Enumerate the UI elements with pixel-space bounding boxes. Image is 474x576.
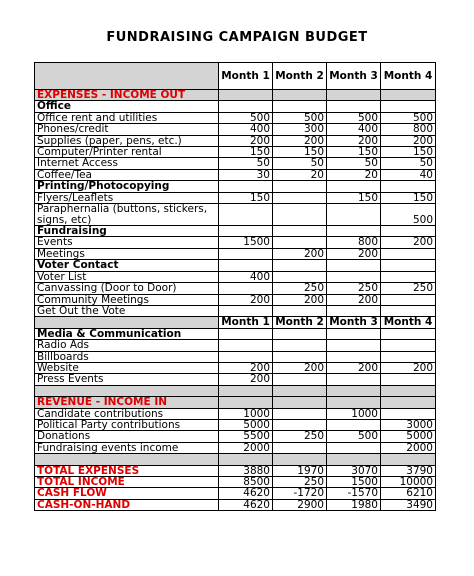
value-cell-month-3: [327, 90, 381, 101]
value-cell-month-1: 8500: [219, 476, 273, 487]
value-cell-month-1: [219, 260, 273, 271]
value-cell-month-4: [381, 374, 436, 385]
value-cell-month-4: 500: [381, 112, 436, 123]
value-cell-month-3: 150: [327, 147, 381, 158]
value-cell-month-4: [381, 454, 436, 465]
table-row: [35, 419, 436, 430]
value-cell-month-1: [219, 101, 273, 112]
row-label: Website: [35, 362, 219, 373]
row-label: Printing/Photocopying: [35, 181, 219, 192]
value-cell-month-1: [219, 181, 273, 192]
row-label: [35, 454, 219, 465]
value-cell-month-3: [327, 181, 381, 192]
value-cell-month-3: [327, 271, 381, 282]
value-cell-month-3: 1500: [327, 476, 381, 487]
table-row: [35, 317, 436, 328]
table-row: [35, 454, 436, 465]
value-cell-month-2: [273, 192, 327, 203]
row-label: Voter Contact: [35, 260, 219, 271]
value-cell-month-4: [381, 305, 436, 316]
value-cell-month-4: 200: [381, 135, 436, 146]
value-cell-month-2: 150: [273, 147, 327, 158]
value-cell-month-4: [381, 397, 436, 408]
value-cell-month-1: 200: [219, 294, 273, 305]
header-month-4: Month 4: [381, 63, 436, 90]
table-row: [35, 305, 436, 316]
value-cell-month-4: 40: [381, 169, 436, 180]
value-cell-month-4: [381, 328, 436, 339]
value-cell-month-1: [219, 340, 273, 351]
value-cell-month-2: 50: [273, 158, 327, 169]
table-row: [35, 283, 436, 294]
header-month-3: Month 3: [327, 63, 381, 90]
row-label: Office rent and utilities: [35, 112, 219, 123]
row-label: Get Out the Vote: [35, 305, 219, 316]
value-cell-month-3: 800: [327, 237, 381, 248]
value-cell-month-3: 1000: [327, 408, 381, 419]
row-label: Fundraising events income: [35, 442, 219, 453]
value-cell-month-4: 50: [381, 158, 436, 169]
value-cell-month-2: [273, 204, 327, 226]
value-cell-month-2: [273, 374, 327, 385]
value-cell-month-2: -1720: [273, 488, 327, 499]
value-cell-month-4: [381, 181, 436, 192]
value-cell-month-2: [273, 419, 327, 430]
value-cell-month-2: [273, 397, 327, 408]
table-row: [35, 362, 436, 373]
table-row: [35, 385, 436, 396]
value-cell-month-2: [273, 305, 327, 316]
value-cell-month-3: [327, 340, 381, 351]
value-cell-month-4: [381, 351, 436, 362]
value-cell-month-4: [381, 90, 436, 101]
value-cell-month-1: 5000: [219, 419, 273, 430]
value-cell-month-2: 300: [273, 124, 327, 135]
value-cell-month-4: 150: [381, 192, 436, 203]
table-row: [35, 499, 436, 510]
value-cell-month-1: 150: [219, 147, 273, 158]
table-row: [35, 374, 436, 385]
value-cell-month-4: 800: [381, 124, 436, 135]
value-cell-month-2: [273, 181, 327, 192]
value-cell-month-2: [273, 271, 327, 282]
value-cell-month-2: 20: [273, 169, 327, 180]
row-label: EXPENSES - INCOME OUT: [35, 90, 219, 101]
value-cell-month-1: 5500: [219, 431, 273, 442]
row-label: [35, 317, 219, 328]
value-cell-month-2: 2900: [273, 499, 327, 510]
value-cell-month-3: [327, 419, 381, 430]
value-cell-month-1: [219, 454, 273, 465]
value-cell-month-2: 200: [273, 294, 327, 305]
table-row: [35, 294, 436, 305]
value-cell-month-1: 200: [219, 362, 273, 373]
row-label: CASH-ON-HAND: [35, 499, 219, 510]
value-cell-month-1: 1000: [219, 408, 273, 419]
header-corner-cell: [35, 63, 219, 90]
row-label: Canvassing (Door to Door): [35, 283, 219, 294]
value-cell-month-2: 200: [273, 362, 327, 373]
value-cell-month-2: 250: [273, 283, 327, 294]
row-label: REVENUE - INCOME IN: [35, 397, 219, 408]
row-label: Meetings: [35, 248, 219, 259]
table-row: [35, 158, 436, 169]
value-cell-month-4: 10000: [381, 476, 436, 487]
value-cell-month-2: 200: [273, 248, 327, 259]
row-label: Voter List: [35, 271, 219, 282]
value-cell-month-4: [381, 294, 436, 305]
row-label: Paraphernalia (buttons, stickers, signs, etc): [35, 204, 219, 226]
table-row: [35, 192, 436, 203]
table-row: [35, 204, 436, 226]
value-cell-month-4: 2000: [381, 442, 436, 453]
value-cell-month-3: 50: [327, 158, 381, 169]
table-row: [35, 169, 436, 180]
table-row: [35, 476, 436, 487]
value-cell-month-2: 250: [273, 476, 327, 487]
value-cell-month-1: Month 1: [219, 317, 273, 328]
value-cell-month-3: 3070: [327, 465, 381, 476]
value-cell-month-1: 150: [219, 192, 273, 203]
row-label: Flyers/Leaflets: [35, 192, 219, 203]
value-cell-month-1: [219, 226, 273, 237]
table-row: [35, 135, 436, 146]
value-cell-month-4: 150: [381, 147, 436, 158]
row-label: TOTAL INCOME: [35, 476, 219, 487]
value-cell-month-2: [273, 90, 327, 101]
value-cell-month-2: Month 2: [273, 317, 327, 328]
row-label: Internet Access: [35, 158, 219, 169]
value-cell-month-4: [381, 408, 436, 419]
value-cell-month-4: [381, 271, 436, 282]
row-label: Donations: [35, 431, 219, 442]
value-cell-month-4: [381, 340, 436, 351]
value-cell-month-2: 500: [273, 112, 327, 123]
value-cell-month-4: [381, 101, 436, 112]
table-row: [35, 237, 436, 248]
value-cell-month-2: [273, 340, 327, 351]
table-row: [35, 112, 436, 123]
value-cell-month-3: 200: [327, 294, 381, 305]
value-cell-month-4: 3790: [381, 465, 436, 476]
value-cell-month-3: 200: [327, 362, 381, 373]
value-cell-month-1: [219, 283, 273, 294]
value-cell-month-4: [381, 385, 436, 396]
value-cell-month-3: [327, 260, 381, 271]
value-cell-month-3: Month 3: [327, 317, 381, 328]
value-cell-month-3: [327, 385, 381, 396]
value-cell-month-3: 500: [327, 431, 381, 442]
value-cell-month-1: 500: [219, 112, 273, 123]
row-label: Media & Communication: [35, 328, 219, 339]
value-cell-month-3: 400: [327, 124, 381, 135]
value-cell-month-3: [327, 204, 381, 226]
value-cell-month-1: [219, 90, 273, 101]
value-cell-month-3: [327, 226, 381, 237]
row-label: Press Events: [35, 374, 219, 385]
value-cell-month-2: [273, 385, 327, 396]
row-label: Coffee/Tea: [35, 169, 219, 180]
value-cell-month-2: [273, 454, 327, 465]
value-cell-month-4: 3490: [381, 499, 436, 510]
table-row: [35, 124, 436, 135]
value-cell-month-2: [273, 328, 327, 339]
value-cell-month-3: 150: [327, 192, 381, 203]
value-cell-month-3: [327, 442, 381, 453]
value-cell-month-3: [327, 328, 381, 339]
row-label: Events: [35, 237, 219, 248]
value-cell-month-3: 500: [327, 112, 381, 123]
value-cell-month-1: 200: [219, 135, 273, 146]
row-label: Political Party contributions: [35, 419, 219, 430]
row-label: Phones/credit: [35, 124, 219, 135]
value-cell-month-4: [381, 226, 436, 237]
table-row: [35, 442, 436, 453]
budget-table: [34, 62, 436, 511]
value-cell-month-2: [273, 101, 327, 112]
value-cell-month-2: 250: [273, 431, 327, 442]
header-month-2: Month 2: [273, 63, 327, 90]
value-cell-month-1: [219, 385, 273, 396]
row-label: [35, 385, 219, 396]
value-cell-month-2: [273, 408, 327, 419]
value-cell-month-1: 4620: [219, 488, 273, 499]
value-cell-month-3: 1980: [327, 499, 381, 510]
value-cell-month-3: [327, 397, 381, 408]
value-cell-month-3: [327, 305, 381, 316]
value-cell-month-1: [219, 305, 273, 316]
table-row: [35, 465, 436, 476]
value-cell-month-3: [327, 374, 381, 385]
table-row: [35, 431, 436, 442]
value-cell-month-1: [219, 351, 273, 362]
row-label: Supplies (paper, pens, etc.): [35, 135, 219, 146]
table-row: [35, 101, 436, 112]
header-month-1: Month 1: [219, 63, 273, 90]
value-cell-month-3: [327, 351, 381, 362]
table-row: [35, 328, 436, 339]
row-label: Fundraising: [35, 226, 219, 237]
table-row: [35, 226, 436, 237]
value-cell-month-3: [327, 101, 381, 112]
value-cell-month-4: [381, 260, 436, 271]
value-cell-month-1: 400: [219, 271, 273, 282]
value-cell-month-1: [219, 328, 273, 339]
value-cell-month-4: Month 4: [381, 317, 436, 328]
table-row: [35, 248, 436, 259]
table-row: [35, 90, 436, 101]
table-row: [35, 260, 436, 271]
table-row: [35, 397, 436, 408]
row-label: Community Meetings: [35, 294, 219, 305]
value-cell-month-2: 1970: [273, 465, 327, 476]
table-row: [35, 408, 436, 419]
value-cell-month-4: 200: [381, 237, 436, 248]
value-cell-month-3: [327, 454, 381, 465]
value-cell-month-1: [219, 204, 273, 226]
value-cell-month-4: 5000: [381, 431, 436, 442]
value-cell-month-2: [273, 351, 327, 362]
value-cell-month-2: [273, 226, 327, 237]
row-label: Office: [35, 101, 219, 112]
row-label: Computer/Printer rental: [35, 147, 219, 158]
row-label: Billboards: [35, 351, 219, 362]
value-cell-month-1: 2000: [219, 442, 273, 453]
value-cell-month-1: 4620: [219, 499, 273, 510]
table-row: [35, 340, 436, 351]
value-cell-month-1: [219, 248, 273, 259]
value-cell-month-4: 200: [381, 362, 436, 373]
value-cell-month-4: 500: [381, 204, 436, 226]
value-cell-month-1: 1500: [219, 237, 273, 248]
value-cell-month-2: 200: [273, 135, 327, 146]
value-cell-month-1: 50: [219, 158, 273, 169]
value-cell-month-3: 200: [327, 248, 381, 259]
row-label: CASH FLOW: [35, 488, 219, 499]
value-cell-month-3: -1570: [327, 488, 381, 499]
header-row: [35, 63, 436, 90]
value-cell-month-3: 200: [327, 135, 381, 146]
value-cell-month-2: [273, 260, 327, 271]
row-label: Candidate contributions: [35, 408, 219, 419]
table-row: [35, 181, 436, 192]
value-cell-month-4: [381, 248, 436, 259]
value-cell-month-1: 3880: [219, 465, 273, 476]
value-cell-month-2: [273, 237, 327, 248]
row-label: Radio Ads: [35, 340, 219, 351]
row-label: TOTAL EXPENSES: [35, 465, 219, 476]
value-cell-month-4: 250: [381, 283, 436, 294]
table-row: [35, 147, 436, 158]
value-cell-month-2: [273, 442, 327, 453]
table-row: [35, 351, 436, 362]
value-cell-month-4: 6210: [381, 488, 436, 499]
value-cell-month-1: 30: [219, 169, 273, 180]
value-cell-month-1: 200: [219, 374, 273, 385]
value-cell-month-4: 3000: [381, 419, 436, 430]
page-title: FUNDRAISING CAMPAIGN BUDGET: [106, 30, 368, 45]
table-row: [35, 271, 436, 282]
table-row: [35, 488, 436, 499]
value-cell-month-1: 400: [219, 124, 273, 135]
value-cell-month-3: 250: [327, 283, 381, 294]
value-cell-month-1: [219, 397, 273, 408]
value-cell-month-3: 20: [327, 169, 381, 180]
